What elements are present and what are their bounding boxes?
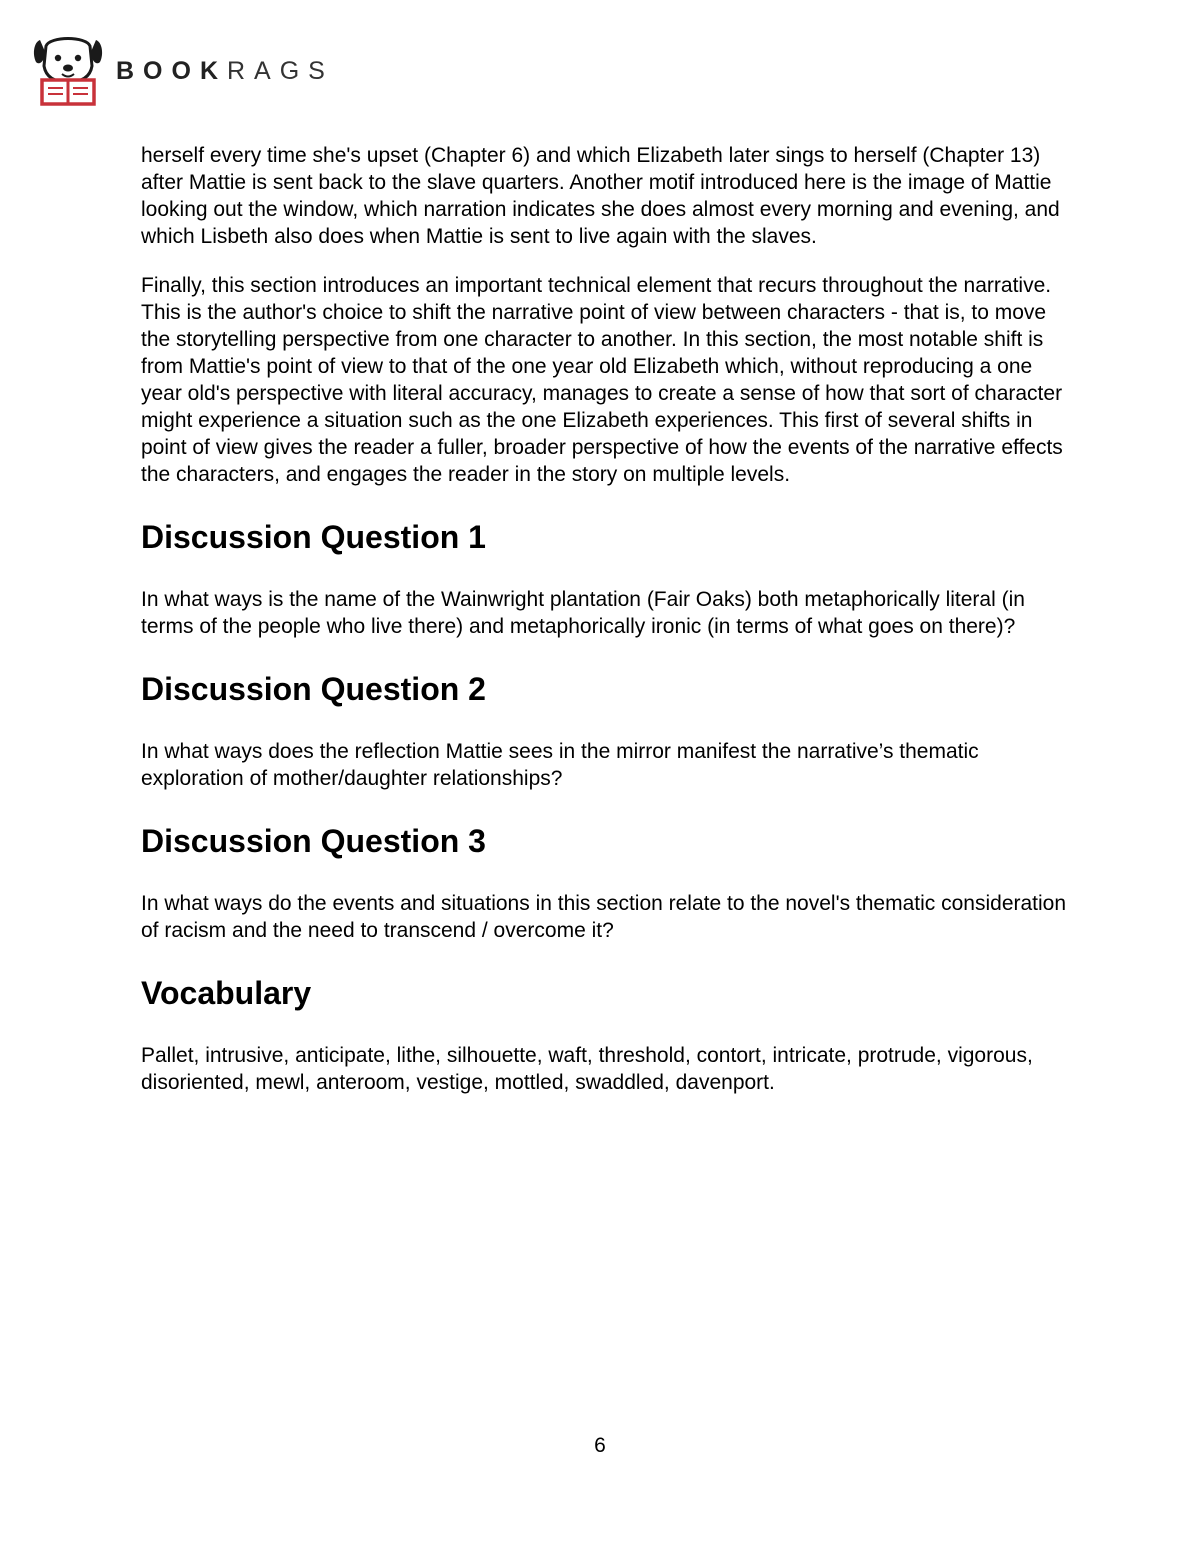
- vocabulary-heading: Vocabulary: [141, 975, 312, 1011]
- discussion-question-3-text: In what ways do the events and situations in this section relate to the novel's thematic consideration of racism and the need to transcend / overcome it?: [141, 892, 1067, 942]
- discussion-question-1-heading: Discussion Question 1: [141, 519, 486, 555]
- bookrags-dog-logo-icon: [32, 32, 104, 108]
- body-paragraph: Finally, this section introduces an important technical element that recurs throughout the narrative. This is the author's choice to shift the narrative point of view between characters - that is, to move the storytelling perspective from one character to another. In this section, the most notable shift is from Mattie's point of view to that of the one year old Elizabeth which, without reproducing a one year old's perspective with literal accuracy, manages to create a sense of how that sort of character might experience a situation such as the one Elizabeth experiences. This first of several shifts in point of view gives the reader a fuller, broader perspective of how the events of the narrative effects the characters, and engages the reader in the story on multiple levels.: [141, 274, 1063, 486]
- discussion-question-2-heading: Discussion Question 2: [141, 671, 486, 707]
- page-header: [32, 32, 352, 112]
- body-paragraph: herself every time she's upset (Chapter 6) and which Elizabeth later sings to herself (Chapter 13) after Mattie is sent back to the slave quarters. Another motif introduced here is the image of Mattie looking out the window, which narration indicates she does almost every morning and evening, and which Lisbeth also does when Mattie is sent to live again with the slaves.: [141, 144, 1060, 248]
- discussion-question-3-heading: Discussion Question 3: [141, 823, 486, 859]
- page-number: 6: [594, 1434, 606, 1457]
- document-body: [141, 142, 1071, 1118]
- vocabulary-list: Pallet, intrusive, anticipate, lithe, silhouette, waft, threshold, contort, intricate, protrude, vigorous, disoriented, mewl, anteroom, vestige, mottled, swaddled, davenport.: [141, 1044, 1033, 1094]
- discussion-question-1-text: In what ways is the name of the Wainwright plantation (Fair Oaks) both metaphorically literal (in terms of the people who live there) and metaphorically ironic (in terms of what goes on there)?: [141, 588, 1025, 638]
- brand-wordmark: [116, 56, 334, 86]
- brand-wordmark-bold: BOOK: [116, 57, 227, 85]
- discussion-question-2-text: In what ways does the reflection Mattie sees in the mirror manifest the narrative’s thematic exploration of mother/daughter relationships?: [141, 740, 979, 790]
- brand-wordmark-light: RAGS: [227, 57, 334, 85]
